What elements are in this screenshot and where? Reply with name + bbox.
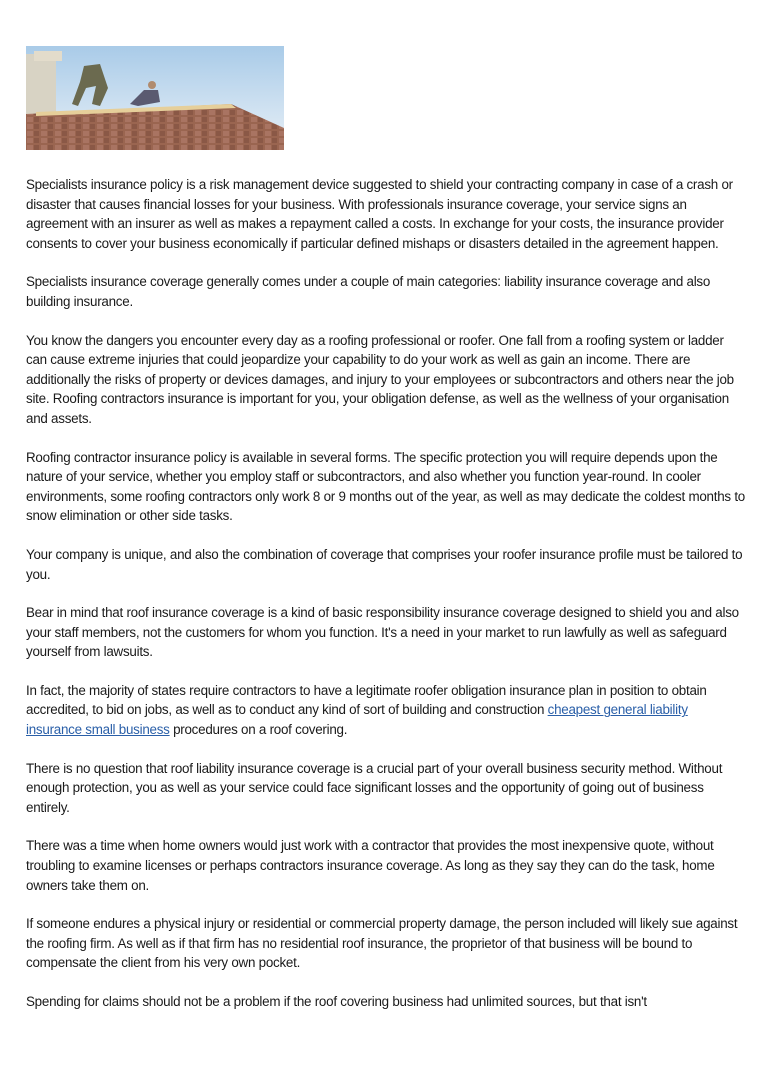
paragraph: There was a time when home owners would just work with a contractor that provides the most inexpensive quote, without troubling to examine licenses or perhaps contractors insurance coverage. As long as they say they can do the task, home owners take them on. — [26, 838, 715, 893]
roofers-photo — [26, 46, 284, 150]
paragraph: You know the dangers you encounter every day as a roofing professional or roofer. One fall from a roofing system or ladder can cause extreme injuries that could jeopardize your capability to do your work as well as gain an income. There are additionally the risks of property or devices damages, and injury to your employees or subcontractors and others near the job site. Roofing contractors insurance is important for you, your obligation defense, as well as the wellness of your organisation and assets. — [26, 332, 734, 426]
paragraph: Specialists insurance coverage generally comes under a couple of main categories: liability insurance coverage and also building insurance. — [26, 274, 711, 309]
paragraph: There is no question that roof liability insurance coverage is a crucial part of your overall business security method. Without enough protection, you as well as your service could face significant losses and the opportunity of going out of business entirely. — [26, 760, 723, 815]
paragraph: Specialists insurance policy is a risk management device suggested to shield your contracting company in case of a crash or disaster that causes financial losses for your business. With professionals insurance coverage, your service signs an agreement with an insurer as well as makes a repayment called a costs. In exchange for your costs, the insurance provider consents to cover your business economically if particular defined mishaps or disasters detailed in the agreement happen. — [26, 177, 733, 251]
paragraph: Your company is unique, and also the combination of coverage that comprises your roofer insurance profile must be tailored to you. — [26, 546, 743, 582]
paragraph-with-link — [26, 681, 746, 740]
article-body — [26, 175, 746, 1031]
paragraph: Bear in mind that roof insurance coverage is a kind of basic responsibility insurance coverage designed to shield you and also your staff members, not the customers for whom you function. It's a need in your market to run lawfully as well as safeguard yourself from lawsuits. — [26, 605, 739, 660]
paragraph: Spending for claims should not be a problem if the roof covering business had unlimited sources, but that isn't — [26, 994, 647, 1009]
insurance-link[interactable]: cheapest general liability insurance small business — [26, 702, 688, 738]
paragraph-text: In fact, the majority of states require contractors to have a legitimate roofer obligation insurance plan in position to obtain accredited, to bid on jobs, as well as to conduct any kind of sort of building and construction — [26, 682, 707, 718]
paragraph: Roofing contractor insurance policy is available in several forms. The specific protection you will require depends upon the nature of your service, whether you employ staff or subcontractors, and also whether you function year-round. In cooler environments, some roofing contractors only work 8 or 9 months out of the year, as well as may dedicate the coldest months to snow elimination or other side tasks. — [26, 449, 745, 524]
paragraph-text: procedures on a roof covering. — [169, 722, 348, 738]
paragraph: If someone endures a physical injury or residential or commercial property damage, the person included will likely sue against the roofing firm. As well as if that firm has no residential roof insurance, the proprietor of that business will be bound to compensate the client from his very own pocket. — [26, 916, 738, 971]
